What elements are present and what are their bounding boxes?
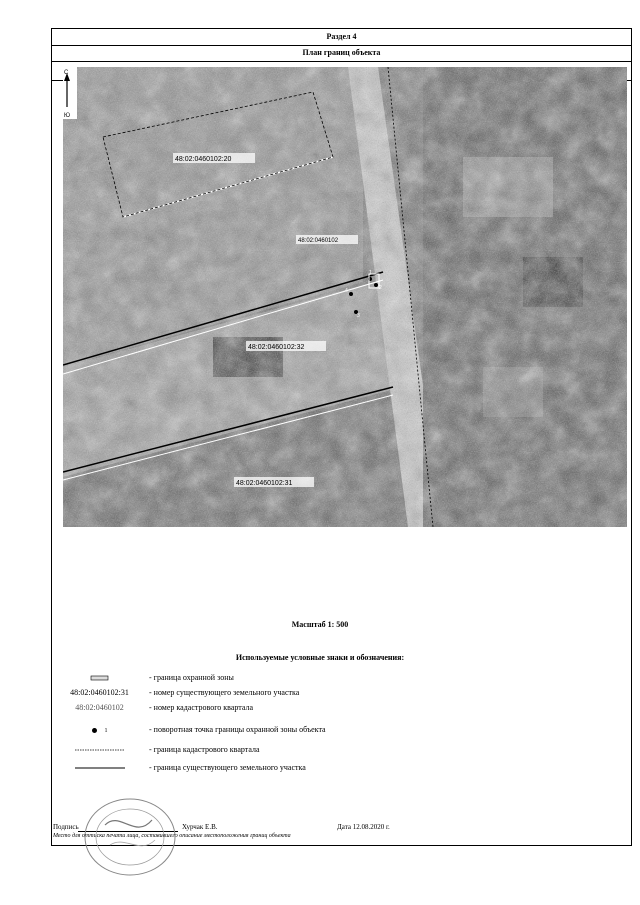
legend-row-turning-point: [0, 725, 640, 739]
zone-boundary-symbol: [52, 673, 147, 682]
legend-title: Используемые условные знаки и обозначения:: [235, 653, 405, 662]
parcel-label-20: 48:02:0460102:20: [175, 156, 232, 163]
document-date: Дата 12.08.2020 г.: [337, 823, 390, 831]
point-dot-icon: [92, 728, 97, 733]
signature-label: Подпись: [53, 823, 79, 831]
quarter-boundary-symbol: [52, 745, 147, 754]
stamp-place-note: Место для оттиска печати лица, составившего описание местоположения границ объекта: [53, 833, 291, 839]
point-label-4: 4: [345, 288, 348, 294]
legend-row-parcel-number: [0, 688, 640, 702]
section-header: Раздел 4: [52, 29, 631, 46]
parcel-label-32: 48:02:0460102:32: [248, 344, 305, 351]
point-label-3: 3: [357, 313, 360, 319]
legend-row-zone: [0, 673, 640, 687]
legend-text: - граница существующего земельного участка: [149, 763, 306, 772]
parcel-number-symbol: 48:02:0460102:31: [70, 688, 129, 697]
point-label-1: 1: [369, 270, 372, 276]
legend-text: - номер кадастрового квартала: [149, 703, 254, 712]
legend-row-parcel-boundary: [0, 763, 640, 777]
legend-row-quarter-boundary: [0, 745, 640, 759]
parcel-label-31: 48:02:0460102:31: [236, 480, 293, 487]
parcel-boundary-symbol: [52, 763, 147, 772]
quarter-label: 48:02:0460102: [298, 238, 339, 244]
quarter-number-symbol: 48:02:0460102: [75, 703, 124, 712]
page-title: План границ объекта: [52, 45, 631, 62]
point-label-2: 2: [379, 285, 382, 291]
legend-row-quarter-number: [0, 703, 640, 717]
stamp-seal-icon: [80, 795, 180, 880]
legend-text: - граница охранной зоны: [149, 673, 234, 682]
turning-point-symbol: 1: [52, 725, 147, 734]
legend-text: - граница кадастрового квартала: [149, 745, 260, 754]
map-svg: [63, 67, 627, 527]
legend-text: - номер существующего земельного участка: [149, 688, 300, 697]
south-label: Ю: [64, 113, 71, 119]
map-scale: Масштаб 1: 500: [291, 620, 349, 629]
aerial-map: [63, 67, 627, 527]
north-label: С: [64, 70, 69, 76]
legend-text: - поворотная точка границы охранной зоны объекта: [149, 725, 326, 734]
signer-name: Хурчак Е.В.: [182, 823, 218, 831]
